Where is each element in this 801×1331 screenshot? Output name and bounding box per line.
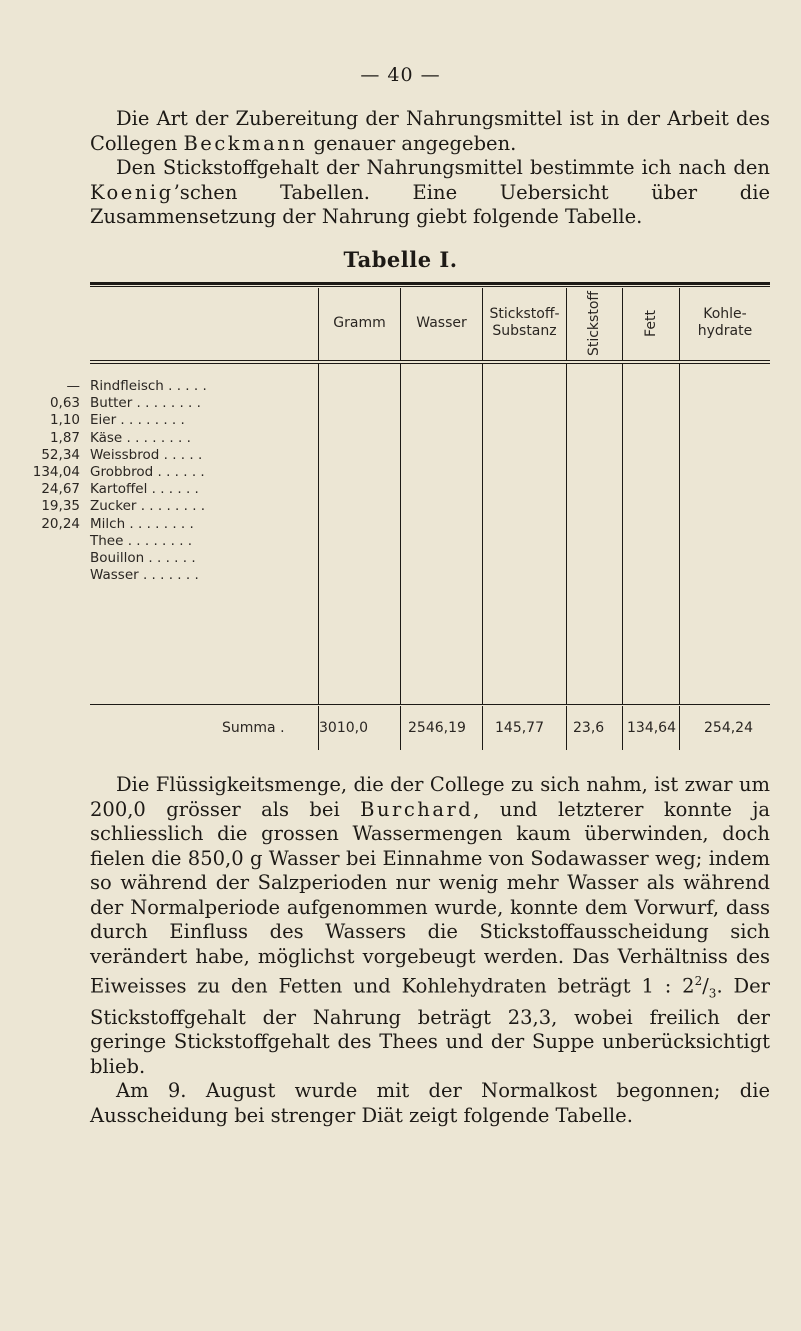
text: 3 xyxy=(708,986,717,1001)
cell-kohle: 1,87 xyxy=(49,429,80,446)
text: genauer angegeben. xyxy=(307,131,517,155)
summa-top-rule xyxy=(90,704,770,705)
table-top-rule xyxy=(90,282,770,285)
row-label: Rindfleisch . . . . . xyxy=(90,378,207,394)
cell-kohle: 20,24 xyxy=(41,515,80,532)
table-title: Tabelle I. xyxy=(343,247,458,272)
summa-label: Summa . xyxy=(222,720,285,736)
column-divider xyxy=(318,364,319,704)
author-name: Koenig xyxy=(90,180,174,204)
header-fett-label: Fett xyxy=(642,309,659,337)
cell-kohle: 24,67 xyxy=(41,481,80,498)
row-label: Thee . . . . . . . . xyxy=(90,532,193,549)
summa-wasser: 2546,19 xyxy=(408,720,466,736)
header-wasser: Wasser xyxy=(416,314,467,331)
cell-kohle: 1,10 xyxy=(49,412,80,429)
header-gramm: Gramm xyxy=(333,314,386,331)
header-stickstoff xyxy=(567,288,622,358)
header-stickstoff-substanz: Stickstoff-Substanz xyxy=(489,306,560,339)
row-label: Bouillon . . . . . . xyxy=(90,549,196,566)
cell-kohle: 134,04 xyxy=(32,463,80,480)
text: ’schen Tabellen. Eine Uebersicht über die Zusammensetzung der Nahrung giebt folgende Tabelle. xyxy=(90,180,770,228)
row-label: Weissbrod . . . . . xyxy=(90,446,203,463)
row-label: Milch . . . . . . . . xyxy=(90,515,194,532)
row-label: Kartoffel . . . . . . xyxy=(90,481,199,498)
text: Die Art der Zubereitung der Nahrungsmittel ist in der Arbeit des Collegen xyxy=(90,107,770,155)
text: . Der Stickstoffgehalt der Nahrung beträgt 23,3, wobei freilich der geringe Stickstoffgehalt des Thees und der Suppe unberücksichtigt blieb. xyxy=(90,974,770,1078)
paragraph-normalkost: Am 9. August wurde mit der Normalkost begonnen; die Ausscheidung bei strenger Diät zeigt folgende Tabelle. xyxy=(90,1079,770,1127)
row-label: Eier . . . . . . . . xyxy=(90,412,185,429)
author-name: Beckmann xyxy=(183,131,308,155)
paragraph-fluessigkeit xyxy=(90,773,770,1079)
header-fett xyxy=(623,288,679,358)
cell-kohle: 19,35 xyxy=(41,498,80,515)
text: Den Stickstoffgehalt der Nahrungsmittel bestimmte ich nach den xyxy=(116,156,770,179)
header-stickstoff-label: Stickstoff xyxy=(586,290,603,356)
row-label: Butter . . . . . . . . xyxy=(90,395,201,412)
header-kohlehydrate: Kohle-hydrate xyxy=(697,306,753,339)
column-divider xyxy=(482,364,483,704)
summa-gramm: 3010,0 xyxy=(319,720,368,736)
header-bottom-rule xyxy=(90,360,770,361)
text: Die Flüssigkeitsmenge, die der College zu sich nahm, ist zwar um 200,0 grösser als bei xyxy=(90,773,770,821)
author-name: Burchard xyxy=(360,797,474,821)
cell-kohle: 52,34 xyxy=(41,446,80,463)
text: 2 xyxy=(694,974,703,988)
summa-kohle: 254,24 xyxy=(704,720,753,736)
summa-fett: 134,64 xyxy=(627,720,676,736)
row-label: Grobbrod . . . . . . xyxy=(90,463,205,480)
column-divider xyxy=(679,364,680,704)
table-top-rule-thin xyxy=(90,286,770,287)
column-divider xyxy=(400,364,401,704)
text: / xyxy=(702,974,709,998)
header-bottom-rule-2 xyxy=(90,363,770,364)
cell-kohle: 0,63 xyxy=(49,395,80,412)
summa-stickstoff: 23,6 xyxy=(573,720,605,736)
paragraph-koenig xyxy=(90,156,770,230)
column-divider xyxy=(566,364,567,704)
page-number: — 40 — xyxy=(360,64,441,86)
row-label: Wasser . . . . . . . xyxy=(90,567,199,584)
summa-substanz: 145,77 xyxy=(495,720,544,736)
paragraph-intro xyxy=(90,107,770,156)
text: , und letzterer konnte ja schliesslich die grossen Wassermengen kaum überwinden, doch fielen die 850,0 g Wasser bei Einnahme von Sodawasser weg; indem so während der Salzperioden nur wenig mehr Wasser als während der Normalperiode aufgenommen wurde, konnte dem Vorwurf, dass durch Einfluss des Wassers die Stickstoffausscheidung sich verändert habe, möglichst vorgebeugt werden. Das Verhältniss des Eiweisses zu den Fetten und Kohlehydraten beträgt 1 : 2 xyxy=(90,797,770,998)
row-label: Zucker . . . . . . . . xyxy=(90,498,206,515)
summa-row xyxy=(90,708,770,748)
row-label: Käse . . . . . . . . xyxy=(90,429,191,446)
column-divider xyxy=(622,364,623,704)
cell-kohle: — xyxy=(66,378,80,394)
